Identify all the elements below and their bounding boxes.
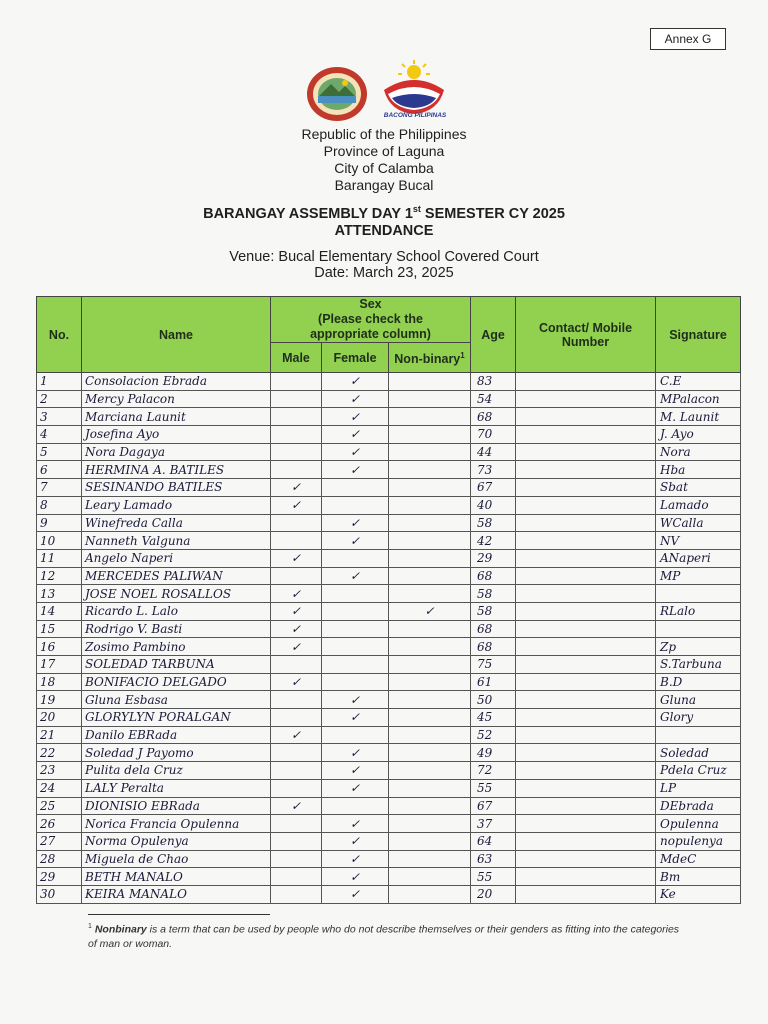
row-nonbinary-check	[389, 532, 471, 550]
row-nonbinary-check	[389, 479, 471, 497]
row-male-check	[271, 373, 322, 391]
row-female-check	[322, 638, 389, 656]
row-female-check: ✓	[322, 832, 389, 850]
row-name: Consolacion Ebrada	[82, 373, 271, 391]
title-line2: ATTENDANCE	[334, 222, 434, 239]
row-signature: J. Ayo	[656, 426, 741, 444]
row-signature: S.Tarbuna	[656, 656, 741, 674]
row-nonbinary-check	[389, 726, 471, 744]
row-number: 26	[37, 815, 82, 833]
row-age: 68	[471, 408, 516, 426]
row-female-check: ✓	[322, 744, 389, 762]
row-female-check	[322, 496, 389, 514]
row-name: Rodrigo V. Basti	[82, 620, 271, 638]
row-nonbinary-check	[389, 514, 471, 532]
row-male-check	[271, 744, 322, 762]
table-row	[37, 638, 741, 656]
row-contact	[516, 638, 656, 656]
row-number: 11	[37, 549, 82, 567]
row-signature: C.E	[656, 373, 741, 391]
row-nonbinary-check	[389, 850, 471, 868]
row-contact	[516, 709, 656, 727]
table-row	[37, 726, 741, 744]
row-male-check: ✓	[271, 479, 322, 497]
row-male-check: ✓	[271, 585, 322, 603]
row-age: 67	[471, 479, 516, 497]
row-number: 12	[37, 567, 82, 585]
row-name: Leary Lamado	[82, 496, 271, 514]
row-age: 55	[471, 779, 516, 797]
document-header	[0, 126, 768, 194]
row-name: KEIRA MANALO	[82, 885, 271, 903]
row-contact	[516, 408, 656, 426]
row-contact	[516, 797, 656, 815]
row-female-check: ✓	[322, 709, 389, 727]
row-age: 61	[471, 673, 516, 691]
row-contact	[516, 868, 656, 886]
row-female-check: ✓	[322, 691, 389, 709]
row-age: 75	[471, 656, 516, 674]
row-signature: Nora	[656, 443, 741, 461]
footnote: $^1$ Nonbinary is a term that can be used by people who do not describe themselves or their genders as fitting into the categories of man or woman.	[88, 923, 680, 950]
row-nonbinary-check: ✓	[389, 602, 471, 620]
row-male-check	[271, 779, 322, 797]
row-male-check	[271, 815, 322, 833]
row-contact	[516, 832, 656, 850]
row-contact	[516, 602, 656, 620]
table-row	[37, 479, 741, 497]
row-name: SOLEDAD TARBUNA	[82, 656, 271, 674]
table-row	[37, 832, 741, 850]
row-number: 18	[37, 673, 82, 691]
table-row	[37, 549, 741, 567]
row-contact	[516, 885, 656, 903]
row-male-check	[271, 691, 322, 709]
row-signature: Gluna	[656, 691, 741, 709]
row-female-check: ✓	[322, 850, 389, 868]
row-female-check	[322, 673, 389, 691]
row-name: SESINANDO BATILES	[82, 479, 271, 497]
header-barangay: Barangay Bucal	[334, 177, 434, 193]
row-name: Gluna Esbasa	[82, 691, 271, 709]
table-row	[37, 390, 741, 408]
row-male-check	[271, 443, 322, 461]
row-name: Nora Dagaya	[82, 443, 271, 461]
row-male-check	[271, 885, 322, 903]
row-name: HERMINA A. BATILES	[82, 461, 271, 479]
row-age: 83	[471, 373, 516, 391]
row-name: Norma Opulenya	[82, 832, 271, 850]
row-name: BETH MANALO	[82, 868, 271, 886]
row-female-check	[322, 656, 389, 674]
row-female-check: ✓	[322, 408, 389, 426]
row-nonbinary-check	[389, 709, 471, 727]
header-province: Province of Laguna	[323, 143, 445, 159]
row-contact	[516, 373, 656, 391]
row-age: 55	[471, 868, 516, 886]
header-republic: Republic of the Philippines	[301, 126, 467, 142]
row-male-check	[271, 832, 322, 850]
row-female-check: ✓	[322, 567, 389, 585]
row-contact	[516, 850, 656, 868]
row-male-check: ✓	[271, 549, 322, 567]
venue-block	[0, 249, 768, 281]
row-signature: MPalacon	[656, 390, 741, 408]
row-name: Zosimo Pambino	[82, 638, 271, 656]
row-number: 10	[37, 532, 82, 550]
row-contact	[516, 815, 656, 833]
row-number: 25	[37, 797, 82, 815]
row-signature: Sbat	[656, 479, 741, 497]
row-age: 64	[471, 832, 516, 850]
row-age: 68	[471, 567, 516, 585]
row-nonbinary-check	[389, 373, 471, 391]
row-number: 9	[37, 514, 82, 532]
row-female-check	[322, 726, 389, 744]
row-nonbinary-check	[389, 868, 471, 886]
row-contact	[516, 691, 656, 709]
row-name: BONIFACIO DELGADO	[82, 673, 271, 691]
table-row	[37, 514, 741, 532]
document-title	[0, 201, 768, 240]
row-female-check	[322, 620, 389, 638]
table-row	[37, 868, 741, 886]
row-male-check	[271, 532, 322, 550]
table-row	[37, 602, 741, 620]
row-number: 27	[37, 832, 82, 850]
venue-text: Venue: Bucal Elementary School Covered Court	[229, 249, 539, 265]
row-contact	[516, 762, 656, 780]
row-signature	[656, 620, 741, 638]
col-header-female: Female	[322, 343, 389, 373]
row-nonbinary-check	[389, 408, 471, 426]
row-signature: RLalo	[656, 602, 741, 620]
barangay-seal-logo	[305, 66, 369, 122]
row-nonbinary-check	[389, 815, 471, 833]
row-female-check: ✓	[322, 532, 389, 550]
row-nonbinary-check	[389, 461, 471, 479]
row-number: 3	[37, 408, 82, 426]
row-number: 30	[37, 885, 82, 903]
row-male-check	[271, 868, 322, 886]
row-nonbinary-check	[389, 549, 471, 567]
row-male-check	[271, 850, 322, 868]
row-male-check	[271, 709, 322, 727]
row-contact	[516, 443, 656, 461]
table-row	[37, 815, 741, 833]
row-female-check	[322, 585, 389, 603]
row-nonbinary-check	[389, 443, 471, 461]
row-contact	[516, 726, 656, 744]
table-row	[37, 496, 741, 514]
row-age: 50	[471, 691, 516, 709]
row-female-check: ✓	[322, 514, 389, 532]
row-number: 7	[37, 479, 82, 497]
row-contact	[516, 620, 656, 638]
row-female-check: ✓	[322, 461, 389, 479]
row-number: 14	[37, 602, 82, 620]
col-header-name: Name	[82, 297, 271, 373]
table-row	[37, 443, 741, 461]
row-contact	[516, 532, 656, 550]
row-male-check: ✓	[271, 602, 322, 620]
row-female-check: ✓	[322, 762, 389, 780]
row-contact	[516, 779, 656, 797]
row-signature: DEbrada	[656, 797, 741, 815]
row-nonbinary-check	[389, 656, 471, 674]
table-row	[37, 762, 741, 780]
row-number: 4	[37, 426, 82, 444]
row-signature	[656, 726, 741, 744]
row-nonbinary-check	[389, 832, 471, 850]
table-row	[37, 709, 741, 727]
row-signature: B.D	[656, 673, 741, 691]
row-nonbinary-check	[389, 691, 471, 709]
row-male-check: ✓	[271, 638, 322, 656]
row-signature: MP	[656, 567, 741, 585]
row-number: 21	[37, 726, 82, 744]
row-nonbinary-check	[389, 779, 471, 797]
header-city: City of Calamba	[334, 160, 434, 176]
row-age: 52	[471, 726, 516, 744]
row-female-check: ✓	[322, 443, 389, 461]
row-male-check: ✓	[271, 726, 322, 744]
annex-label: Annex G	[650, 28, 726, 50]
row-name: Nanneth Valguna	[82, 532, 271, 550]
row-male-check	[271, 514, 322, 532]
row-contact	[516, 656, 656, 674]
row-signature: Hba	[656, 461, 741, 479]
row-age: 54	[471, 390, 516, 408]
row-nonbinary-check	[389, 620, 471, 638]
row-female-check: ✓	[322, 815, 389, 833]
row-age: 44	[471, 443, 516, 461]
row-signature: MdeC	[656, 850, 741, 868]
table-row	[37, 691, 741, 709]
row-nonbinary-check	[389, 390, 471, 408]
row-age: 63	[471, 850, 516, 868]
row-name: Norica Francia Opulenna	[82, 815, 271, 833]
row-contact	[516, 549, 656, 567]
row-name: Josefina Ayo	[82, 426, 271, 444]
row-number: 5	[37, 443, 82, 461]
row-number: 19	[37, 691, 82, 709]
row-nonbinary-check	[389, 567, 471, 585]
row-female-check	[322, 797, 389, 815]
row-number: 1	[37, 373, 82, 391]
row-male-check: ✓	[271, 620, 322, 638]
row-nonbinary-check	[389, 797, 471, 815]
table-row	[37, 461, 741, 479]
col-header-male: Male	[271, 343, 322, 373]
row-nonbinary-check	[389, 885, 471, 903]
row-number: 23	[37, 762, 82, 780]
row-signature: Glory	[656, 709, 741, 727]
row-age: 42	[471, 532, 516, 550]
row-contact	[516, 496, 656, 514]
table-row	[37, 567, 741, 585]
row-male-check	[271, 390, 322, 408]
table-row	[37, 779, 741, 797]
row-signature: Zp	[656, 638, 741, 656]
date-text: Date: March 23, 2025	[314, 265, 454, 281]
row-male-check	[271, 461, 322, 479]
row-female-check: ✓	[322, 868, 389, 886]
col-header-contact: Contact/ Mobile Number	[516, 297, 656, 373]
table-row	[37, 744, 741, 762]
row-age: 29	[471, 549, 516, 567]
row-male-check	[271, 762, 322, 780]
row-number: 28	[37, 850, 82, 868]
table-row	[37, 532, 741, 550]
row-female-check: ✓	[322, 885, 389, 903]
row-signature: LP	[656, 779, 741, 797]
row-age: 58	[471, 585, 516, 603]
row-number: 16	[37, 638, 82, 656]
row-male-check	[271, 656, 322, 674]
row-age: 67	[471, 797, 516, 815]
title-line1: BARANGAY ASSEMBLY DAY 1st SEMESTER CY 2025	[203, 204, 565, 222]
row-contact	[516, 585, 656, 603]
row-name: MERCEDES PALIWAN	[82, 567, 271, 585]
row-female-check: ✓	[322, 390, 389, 408]
row-male-check: ✓	[271, 673, 322, 691]
row-signature: ANaperi	[656, 549, 741, 567]
row-male-check: ✓	[271, 797, 322, 815]
row-signature: Soledad	[656, 744, 741, 762]
row-contact	[516, 673, 656, 691]
row-contact	[516, 390, 656, 408]
row-age: 68	[471, 638, 516, 656]
table-row	[37, 620, 741, 638]
row-contact	[516, 479, 656, 497]
row-contact	[516, 461, 656, 479]
row-name: JOSE NOEL ROSALLOS	[82, 585, 271, 603]
col-header-nonbinary: Non-binary$^1$	[389, 343, 471, 373]
row-age: 40	[471, 496, 516, 514]
row-age: 37	[471, 815, 516, 833]
row-nonbinary-check	[389, 638, 471, 656]
row-name: Ricardo L. Lalo	[82, 602, 271, 620]
row-number: 6	[37, 461, 82, 479]
row-name: GLORYLYN PORALGAN	[82, 709, 271, 727]
row-male-check	[271, 567, 322, 585]
row-contact	[516, 744, 656, 762]
row-signature: Bm	[656, 868, 741, 886]
row-name: Danilo EBRada	[82, 726, 271, 744]
row-number: 8	[37, 496, 82, 514]
row-nonbinary-check	[389, 762, 471, 780]
row-age: 58	[471, 514, 516, 532]
table-row	[37, 885, 741, 903]
row-signature: Pdela Cruz	[656, 762, 741, 780]
row-female-check	[322, 602, 389, 620]
row-signature: WCalla	[656, 514, 741, 532]
bp-logo-text: BACONG PILIPINAS	[383, 112, 447, 119]
footnote-divider	[88, 914, 270, 915]
row-age: 58	[471, 602, 516, 620]
row-age: 45	[471, 709, 516, 727]
table-row	[37, 656, 741, 674]
row-contact	[516, 567, 656, 585]
row-name: Marciana Launit	[82, 408, 271, 426]
row-signature: nopulenya	[656, 832, 741, 850]
table-row	[37, 585, 741, 603]
table-row	[37, 426, 741, 444]
row-name: Angelo Naperi	[82, 549, 271, 567]
row-male-check: ✓	[271, 496, 322, 514]
row-female-check	[322, 549, 389, 567]
row-age: 72	[471, 762, 516, 780]
row-signature: Ke	[656, 885, 741, 903]
row-male-check	[271, 426, 322, 444]
row-number: 20	[37, 709, 82, 727]
row-nonbinary-check	[389, 426, 471, 444]
row-male-check	[271, 408, 322, 426]
table-row	[37, 373, 741, 391]
col-header-no: No.	[37, 297, 82, 373]
row-female-check: ✓	[322, 426, 389, 444]
table-row	[37, 673, 741, 691]
row-number: 15	[37, 620, 82, 638]
col-header-sex: Sex (Please check the appropriate column)	[271, 297, 471, 343]
row-number: 13	[37, 585, 82, 603]
row-nonbinary-check	[389, 496, 471, 514]
row-number: 24	[37, 779, 82, 797]
row-name: DIONISIO EBRada	[82, 797, 271, 815]
row-contact	[516, 426, 656, 444]
row-age: 70	[471, 426, 516, 444]
row-female-check: ✓	[322, 779, 389, 797]
row-signature: Lamado	[656, 496, 741, 514]
table-row	[37, 408, 741, 426]
row-female-check: ✓	[322, 373, 389, 391]
table-row	[37, 797, 741, 815]
row-name: Miguela de Chao	[82, 850, 271, 868]
row-signature	[656, 585, 741, 603]
row-nonbinary-check	[389, 673, 471, 691]
row-female-check	[322, 479, 389, 497]
row-signature: NV	[656, 532, 741, 550]
col-header-age: Age	[471, 297, 516, 373]
row-nonbinary-check	[389, 744, 471, 762]
row-name: Soledad J Payomo	[82, 744, 271, 762]
table-row	[37, 850, 741, 868]
row-number: 29	[37, 868, 82, 886]
row-age: 68	[471, 620, 516, 638]
row-contact	[516, 514, 656, 532]
col-header-signature: Signature	[656, 297, 741, 373]
row-name: LALY Peralta	[82, 779, 271, 797]
row-name: Mercy Palacon	[82, 390, 271, 408]
attendance-table	[36, 296, 741, 904]
row-age: 49	[471, 744, 516, 762]
row-signature: M. Launit	[656, 408, 741, 426]
row-number: 2	[37, 390, 82, 408]
row-name: Pulita dela Cruz	[82, 762, 271, 780]
row-name: Winefreda Calla	[82, 514, 271, 532]
row-signature: Opulenna	[656, 815, 741, 833]
row-age: 20	[471, 885, 516, 903]
row-number: 17	[37, 656, 82, 674]
row-nonbinary-check	[389, 585, 471, 603]
row-age: 73	[471, 461, 516, 479]
row-number: 22	[37, 744, 82, 762]
